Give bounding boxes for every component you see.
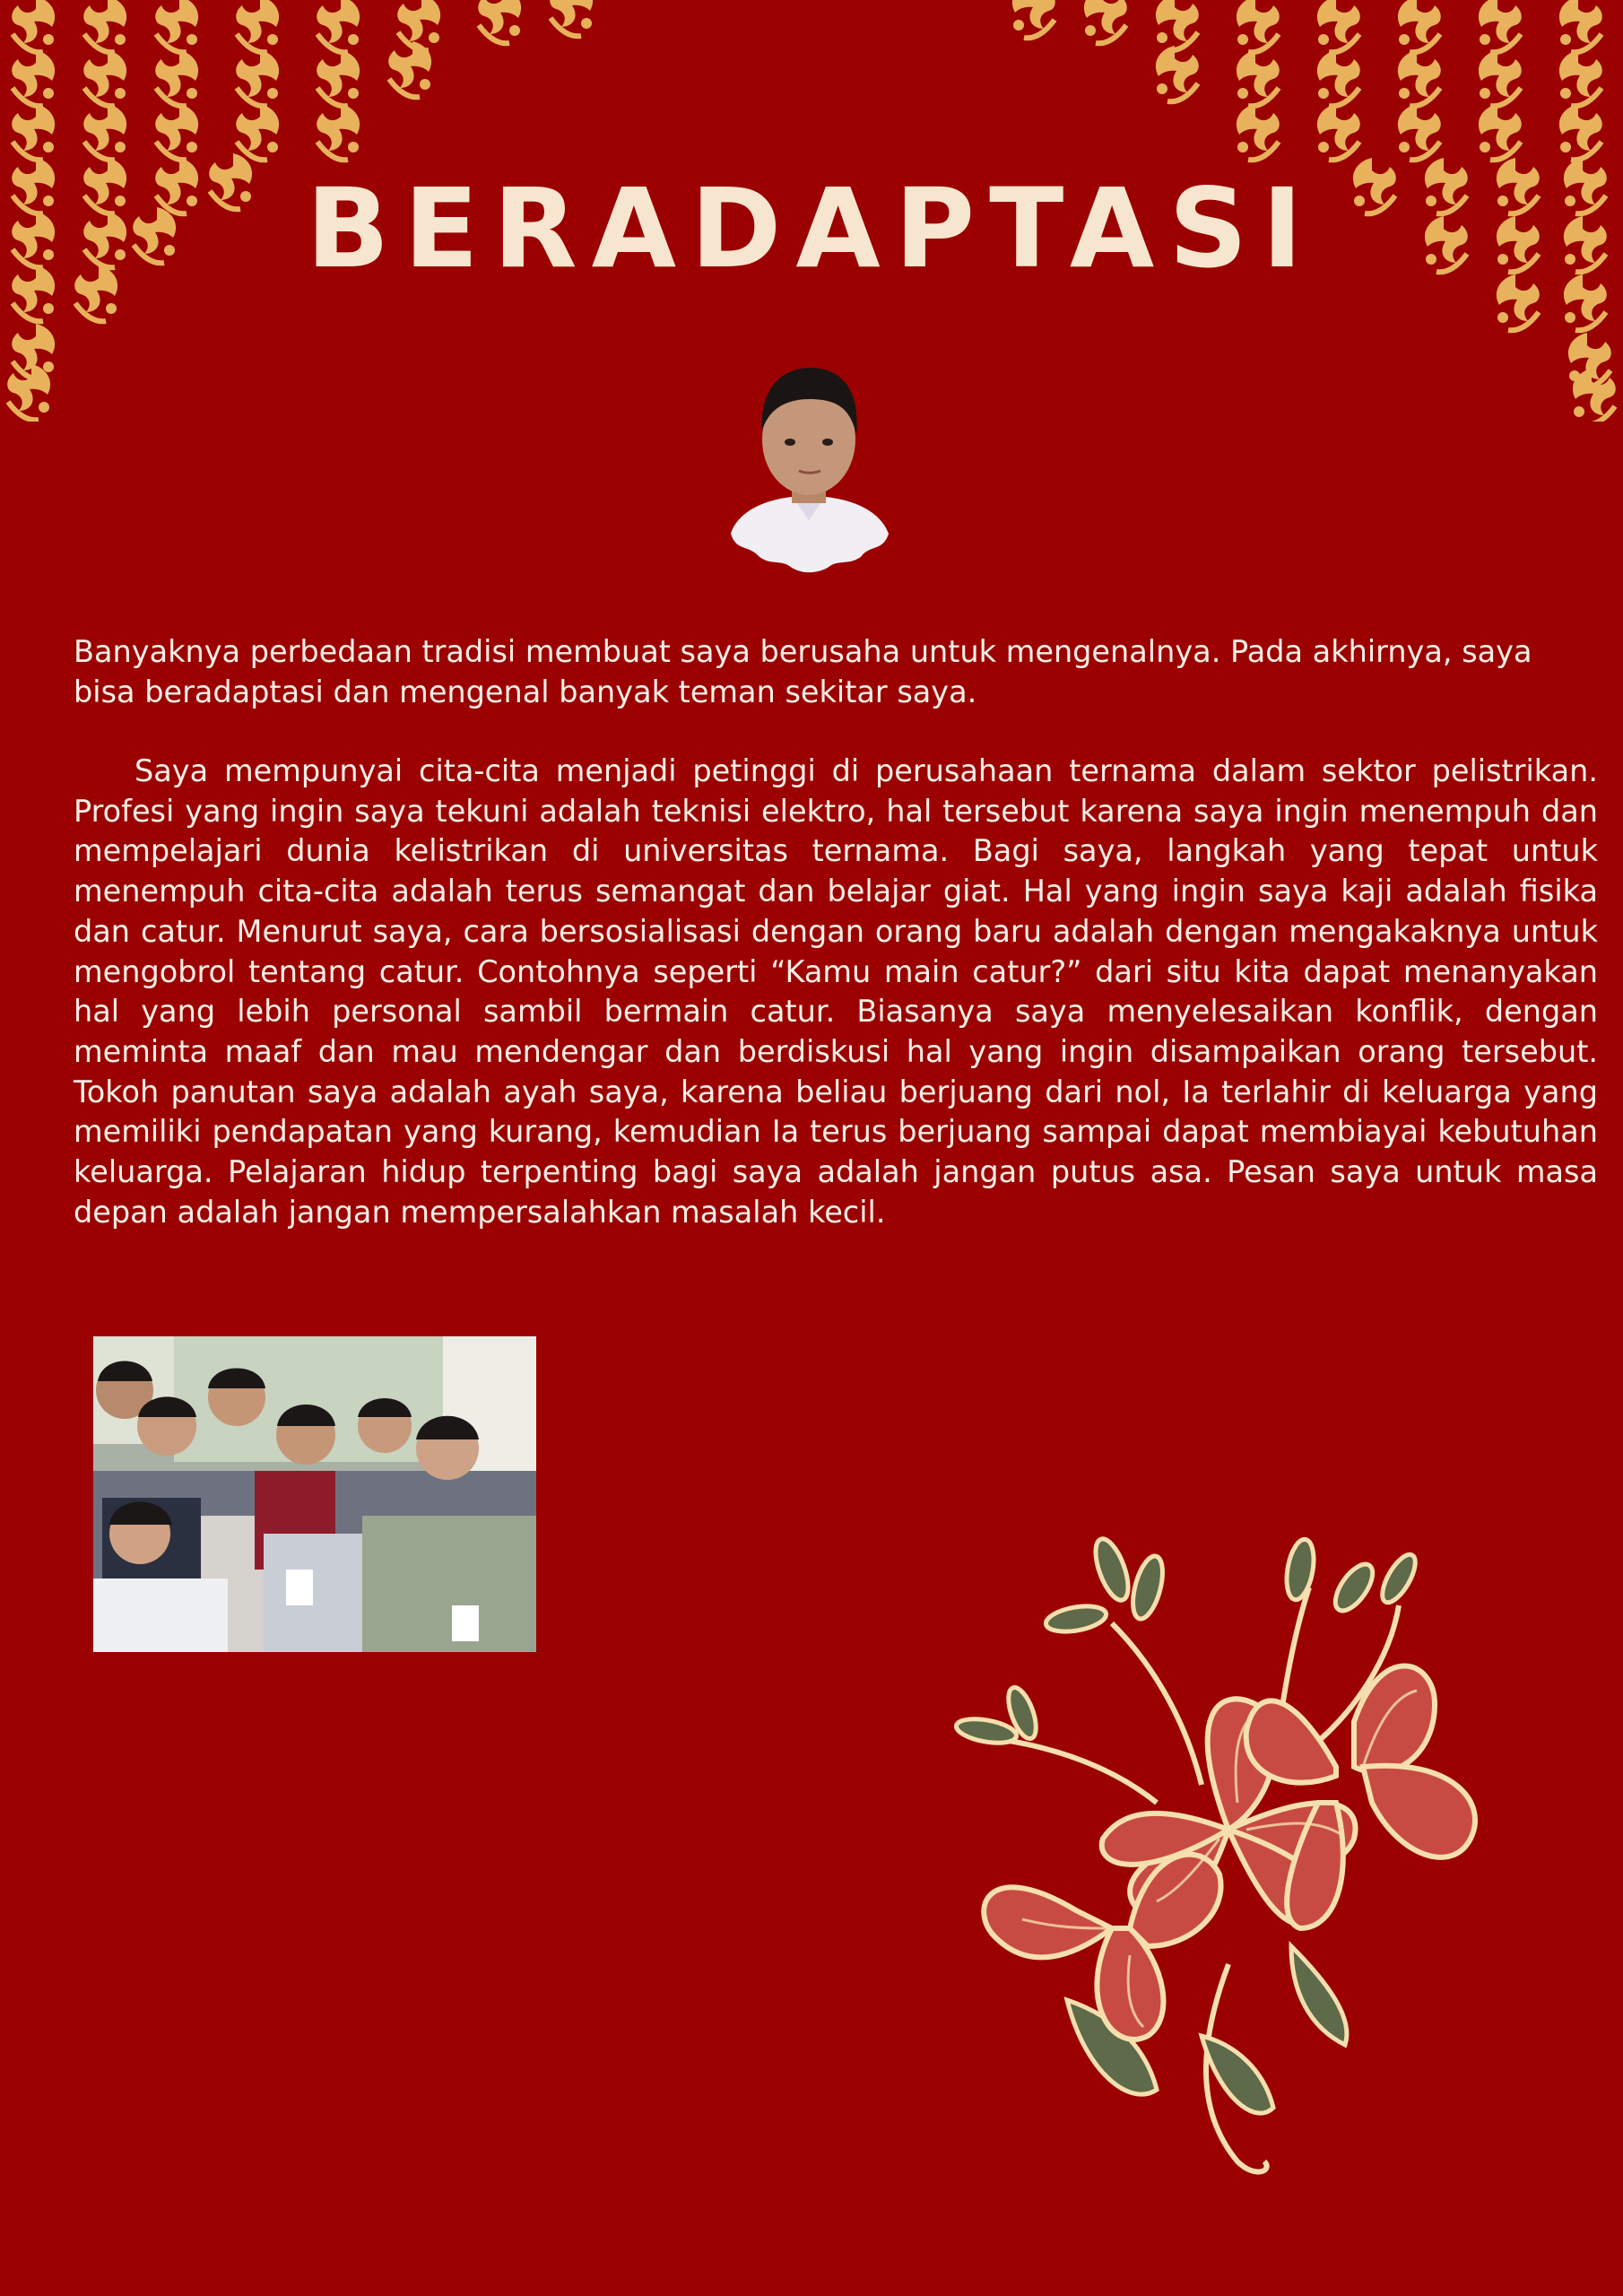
intro-paragraph: Banyaknya perbedaan tradisi membuat saya berusaha untuk mengenalnya. Pada akhirnya, saya bisa beradaptasi dan mengenal banyak teman sekitar saya. [74, 634, 1532, 709]
main-paragraph: Saya mempunyai cita-cita menjadi petinggi di perusahaan ternama dalam sektor pelistrikan. Profesi yang ingin saya tekuni adalah teknisi elektro, hal tersebut karena saya ingin menempuh dan mempelajari dunia kelistrikan di universitas ternama. Bagi saya, langkah yang tepat untuk menempuh cita-cita adalah terus semangat dan belajar giat. Hal yang ingin saya kaji adalah fisika dan catur. Menurut saya, cara bersosialisasi dengan orang baru adalah dengan mengakaknya untuk mengobrol tentang catur. Contohnya seperti “Kamu main catur?” dari situ kita dapat menanyakan hal yang lebih personal sambil bermain catur. Biasanya saya menyelesaikan konflik, dengan meminta maaf dan mau mendengar dan berdiskusi hal yang ingin disampaikan orang tersebut. Tokoh panutan saya adalah ayah saya, karena beliau berjuang dari nol, Ia terlahir di keluarga yang memiliki pendapatan yang kurang, kemudian Ia terus berjuang sampai dapat membiayai kebutuhan keluarga. Pelajaran hidup terpenting bagi saya adalah jangan putus asa. Pesan saya untuk masa depan adalah jangan mempersalahkan masalah kecil. [74, 753, 1598, 1230]
flower-illustration [933, 1534, 1506, 2188]
group-photo [93, 1336, 536, 1652]
page-title: BERADAPTASI [306, 165, 1317, 292]
portrait-photo [713, 345, 906, 574]
